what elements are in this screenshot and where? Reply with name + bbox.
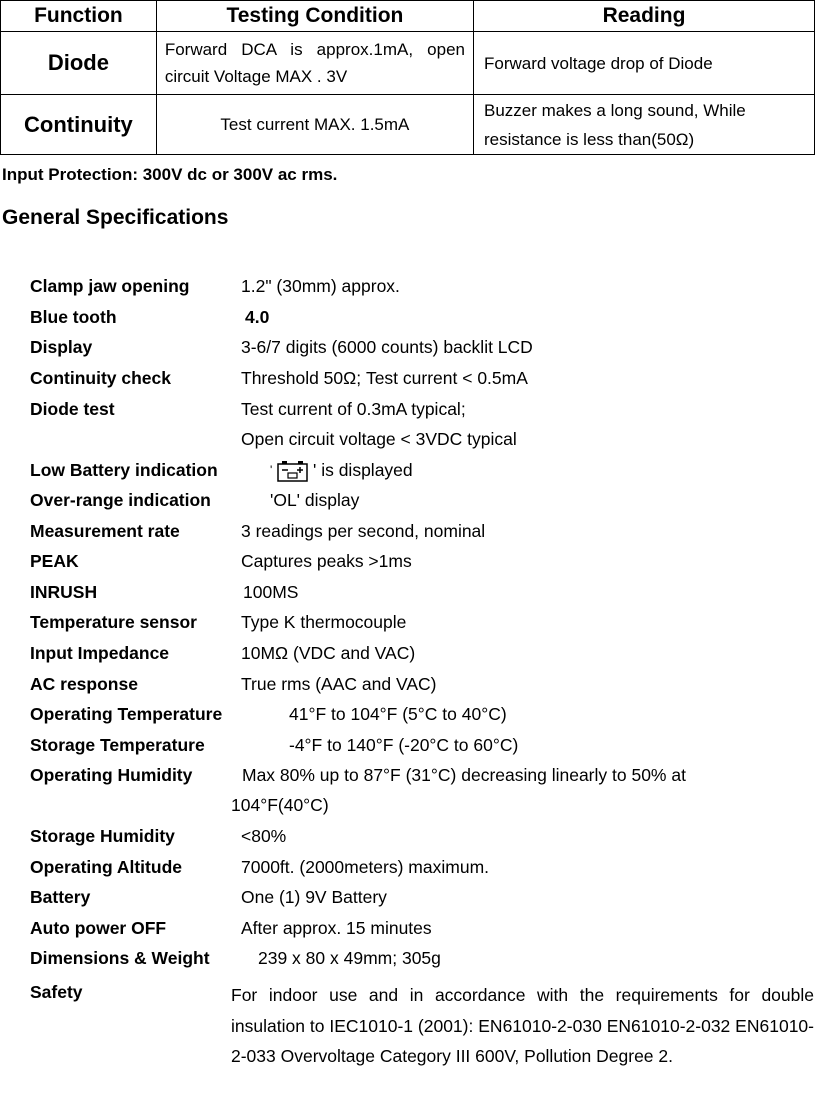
table-header-row <box>1 1 815 32</box>
header-reading: Reading <box>473 1 814 32</box>
spec-label: Operating Altitude <box>30 857 182 877</box>
spec-label: Auto power OFF <box>30 918 167 938</box>
spec-label: Continuity check <box>30 368 171 388</box>
spec-value: 41°F to 104°F (5°C to 40°C) <box>289 704 507 724</box>
spec-value-continued: Open circuit voltage < 3VDC typical <box>241 429 517 449</box>
cell-reading: Buzzer makes a long sound, While resistance is less than(50Ω) <box>473 95 814 155</box>
spec-value: After approx. 15 minutes <box>241 918 432 938</box>
spec-value-open-quote: ' <box>270 463 273 477</box>
table-row-diode <box>1 32 815 95</box>
spec-value: 10MΩ (VDC and VAC) <box>241 643 416 663</box>
spec-label: Operating Temperature <box>30 704 223 724</box>
cell-function: Diode <box>1 32 157 95</box>
function-table <box>0 0 815 155</box>
spec-label: Storage Temperature <box>30 735 205 755</box>
spec-label: Battery <box>30 887 91 907</box>
spec-label: INRUSH <box>30 582 98 602</box>
battery-icon <box>276 459 309 483</box>
header-function: Function <box>1 1 157 32</box>
input-protection-note: Input Protection: 300V dc or 300V ac rms. <box>2 165 338 184</box>
spec-value: 7000ft. (2000meters) maximum. <box>241 857 490 877</box>
spec-label: AC response <box>30 674 138 694</box>
spec-value-continued: 104°F(40°C) <box>231 795 329 815</box>
spec-label: Display <box>30 337 93 357</box>
spec-label: Dimensions & Weight <box>30 948 210 968</box>
spec-value: 239 x 80 x 49mm; 305g <box>258 948 441 968</box>
spec-label: Operating Humidity <box>30 765 193 785</box>
safety-label: Safety <box>30 982 83 1002</box>
spec-value: 4.0 <box>245 307 270 327</box>
spec-value: <80% <box>241 826 287 846</box>
header-testing-condition: Testing Condition <box>156 1 473 32</box>
spec-value: True rms (AAC and VAC) <box>241 674 437 694</box>
spec-value: Threshold 50Ω; Test current < 0.5mA <box>241 368 528 388</box>
spec-value: One (1) 9V Battery <box>241 887 387 907</box>
cell-condition: Test current MAX. 1.5mA <box>156 95 473 155</box>
spec-label: PEAK <box>30 551 79 571</box>
table-row-continuity <box>1 95 815 155</box>
cell-function: Continuity <box>1 95 157 155</box>
spec-value: Max 80% up to 87°F (31°C) decreasing linearly to 50% at <box>242 765 686 785</box>
spec-value: Test current of 0.3mA typical; <box>241 399 466 419</box>
section-title: General Specifications <box>2 206 229 229</box>
cell-reading: Forward voltage drop of Diode <box>473 32 814 95</box>
spec-value: 3 readings per second, nominal <box>241 521 486 541</box>
spec-label: Storage Humidity <box>30 826 175 846</box>
spec-label: Over-range indication <box>30 490 211 510</box>
spec-label: Diode test <box>30 399 115 419</box>
spec-value: 'OL' display <box>270 490 360 510</box>
spec-value: Type K thermocouple <box>241 612 407 632</box>
spec-label: Input Impedance <box>30 643 170 663</box>
spec-label: Blue tooth <box>30 307 117 327</box>
spec-value: ' is displayed <box>313 460 413 480</box>
spec-value: 100MS <box>243 582 299 602</box>
spec-label: Measurement rate <box>30 521 180 541</box>
spec-label: Temperature sensor <box>30 612 197 632</box>
cell-condition: Forward DCA is approx.1mA, open circuit Voltage MAX . 3V <box>156 32 473 95</box>
spec-label: Low Battery indication <box>30 460 218 480</box>
spec-value: 1.2" (30mm) approx. <box>241 276 400 296</box>
spec-value: -4°F to 140°F (-20°C to 60°C) <box>289 735 519 755</box>
spec-value: 3-6/7 digits (6000 counts) backlit LCD <box>241 337 533 357</box>
safety-text: For indoor use and in accordance with the requirements for double insulation to IEC1010-1 (2001): EN61010-2-030 EN61010-2-032 EN61010-2-033 Overvoltage Category III 600V, Pollution Degree 2. <box>231 985 814 1066</box>
spec-label: Clamp jaw opening <box>30 276 190 296</box>
spec-value: Captures peaks >1ms <box>241 551 412 571</box>
